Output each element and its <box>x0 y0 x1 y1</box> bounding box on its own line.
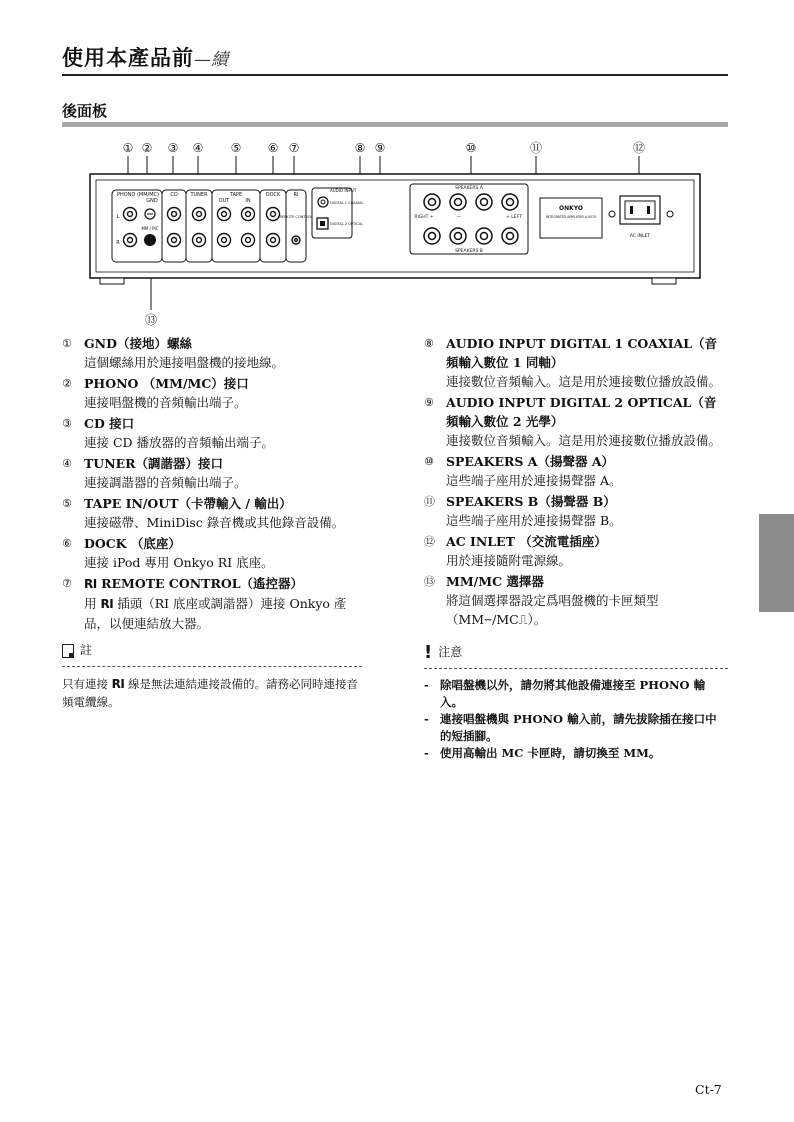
item-description <box>84 594 362 633</box>
ri-icon: RI <box>84 577 97 591</box>
divider <box>62 666 362 667</box>
item-title: DOCK （底座） <box>84 536 181 551</box>
item-number: ① <box>62 337 72 350</box>
callout-5: ⑤ <box>230 141 242 155</box>
item-number: ⑬ <box>424 575 435 588</box>
list-item <box>424 393 728 450</box>
label-remote-control: REMOTE CONTROL <box>279 215 313 219</box>
callout-12: ⑫ <box>632 141 646 155</box>
label-tape: TAPE <box>229 192 243 198</box>
brand-logo: ONKYO <box>558 205 584 212</box>
note-icon <box>62 644 74 658</box>
item-description: 連接數位音頻輸入。這是用於連接數位播放設備。 <box>446 374 722 389</box>
left-column <box>62 334 362 711</box>
list-item <box>424 452 728 490</box>
item-title: AUDIO INPUT DIGITAL 2 OPTICAL（音頻輸入數位 2 光學） <box>446 395 717 429</box>
caution-heading <box>424 643 728 662</box>
section-title: 後面板 <box>62 102 108 120</box>
item-number: ③ <box>62 417 72 430</box>
label-phono: PHONO (MM/MC) <box>117 192 159 198</box>
desc-post: 插頭（RI 底座或調諧器）連接 Onkyo 產品，以便連結放大器。 <box>84 596 347 631</box>
callout-3: ③ <box>167 141 179 155</box>
callout-7: ⑦ <box>288 141 300 155</box>
list-item <box>62 454 362 492</box>
item-description: 將這個選擇器設定爲唱盤機的卡匣類型（MM⏖/MC⎍）。 <box>446 593 659 627</box>
item-number: ⑧ <box>424 337 434 350</box>
caution-label: 注意 <box>438 645 463 659</box>
desc-pre: 用 <box>84 596 97 611</box>
caution-item: - 連接唱盤機與 PHONO 輸入前，請先拔除插在接口中的短插腳。 <box>424 711 728 745</box>
item-title-text: REMOTE CONTROL（遙控器） <box>101 576 304 591</box>
item-description: 連接唱盤機的音頻輸出端子。 <box>84 395 247 410</box>
label-digital-coaxial: DIGITAL 1 COAXIAL <box>330 201 364 205</box>
rear-panel-diagram <box>62 134 728 330</box>
list-item <box>62 494 362 532</box>
item-description: 連接 CD 播放器的音頻輸出端子。 <box>84 435 275 450</box>
label-left-plus: + LEFT <box>506 215 522 220</box>
item-number: ④ <box>62 457 72 470</box>
item-title: SPEAKERS A（揚聲器 A） <box>446 454 615 469</box>
label-gnd: GND <box>146 198 158 204</box>
list-item <box>62 414 362 452</box>
label-digital-optical: DIGITAL 2 OPTICAL <box>330 222 363 226</box>
item-title: AUDIO INPUT DIGITAL 1 COAXIAL（音頻輸入數位 1 同軸） <box>446 336 718 370</box>
item-title: GND（接地）螺絲 <box>84 336 192 351</box>
label-right-plus: RIGHT + <box>414 215 434 220</box>
note-text-pre: 只有連接 <box>62 677 108 691</box>
item-description: 用於連接隨附電源線。 <box>446 553 572 568</box>
item-description: 這些端子座用於連接揚聲器 A。 <box>446 473 622 488</box>
side-tab <box>759 514 794 612</box>
label-dock: DOCK <box>265 192 281 198</box>
caution-item: - 除唱盤機以外，請勿將其他設備連接至 PHONO 輸入。 <box>424 677 728 711</box>
note-heading <box>62 641 362 660</box>
callout-6: ⑥ <box>267 141 279 155</box>
label-cd: CD <box>170 192 178 198</box>
callout-2: ② <box>141 141 153 155</box>
item-description: 這個螺絲用於連接唱盤機的接地線。 <box>84 355 285 370</box>
model-line: INTEGRATED AMPLIFIER A-9070 <box>545 215 597 219</box>
callout-13: ⑬ <box>144 313 158 327</box>
label-ri: RI <box>293 192 299 198</box>
page-number: Ct-7 <box>695 1082 722 1097</box>
list-item <box>424 492 728 530</box>
callout-10: ⑩ <box>465 141 477 155</box>
item-number: ② <box>62 377 72 390</box>
item-description: 連接數位音頻輸入。這是用於連接數位播放設備。 <box>446 433 722 448</box>
section-heading <box>62 100 728 127</box>
item-title: PHONO （MM/MC）接口 <box>84 376 249 391</box>
item-title: TAPE IN/OUT（卡帶輸入 / 輸出） <box>84 496 292 511</box>
page-title: 使用本產品前 <box>62 46 194 70</box>
label-speakers-b: SPEAKERS B <box>455 249 483 254</box>
item-number: ⑫ <box>424 535 435 548</box>
label-tuner: TUNER <box>190 192 208 198</box>
divider <box>424 668 728 669</box>
exclamation-icon: ! <box>424 641 433 663</box>
label-ac-inlet: AC INLET <box>629 234 651 239</box>
label-speakers-a: SPEAKERS A <box>455 186 483 191</box>
item-description: 這些端子座用於連接揚聲器 B。 <box>446 513 622 528</box>
list-item <box>62 374 362 412</box>
coaxial-jack <box>318 197 328 207</box>
item-title <box>84 574 362 594</box>
item-title: MM/MC 選擇器 <box>446 574 544 589</box>
label-tape-out: OUT <box>218 198 230 204</box>
label-ch-l: L <box>116 214 120 220</box>
list-item <box>62 534 362 572</box>
optical-jack <box>317 218 328 229</box>
list-item <box>424 532 728 570</box>
caution-item: - 使用高輸出 MC 卡匣時，請切換至 MM。 <box>424 745 728 762</box>
ri-icon: RI <box>111 677 125 691</box>
callout-11: ⑪ <box>529 141 543 155</box>
note-label: 註 <box>80 643 93 657</box>
item-title: CD 接口 <box>84 416 135 431</box>
item-number: ⑦ <box>62 577 72 590</box>
item-description: 連接磁帶、MiniDisc 錄音機或其他錄音設備。 <box>84 515 345 530</box>
gnd-screw <box>145 209 155 219</box>
list-item <box>62 334 362 372</box>
page-subtitle: —續 <box>194 50 228 70</box>
item-description: 連接調諧器的音頻輸出端子。 <box>84 475 247 490</box>
item-description: 連接 iPod 專用 Onkyo RI 底座。 <box>84 555 274 570</box>
label-ch-r: R <box>116 240 120 246</box>
list-item <box>424 334 728 391</box>
note-text <box>62 675 362 711</box>
label-minus: — <box>456 215 462 220</box>
callout-4: ④ <box>192 141 204 155</box>
label-audio-input: AUDIO INPUT <box>330 188 357 193</box>
item-title: SPEAKERS B（揚聲器 B） <box>446 494 616 509</box>
item-number: ⑤ <box>62 497 72 510</box>
callout-1: ① <box>122 141 134 155</box>
item-title: TUNER（調諧器）接口 <box>84 456 224 471</box>
item-number: ⑥ <box>62 537 72 550</box>
list-item-remote-control <box>62 574 362 633</box>
right-column <box>424 334 728 762</box>
item-title: AC INLET （交流電插座） <box>446 534 607 549</box>
callout-9: ⑨ <box>374 141 386 155</box>
label-tape-in: IN <box>245 198 251 204</box>
page-header <box>62 42 728 76</box>
note-text-post: 線是無法連結連接設備的。請務必同時連接音頻電纜線。 <box>62 677 359 709</box>
mm-mc-selector <box>144 234 156 246</box>
item-number: ⑪ <box>424 495 435 508</box>
item-number: ⑨ <box>424 396 434 409</box>
label-mm-mc: MM / MC <box>141 226 159 231</box>
ri-icon: RI <box>100 597 114 611</box>
list-item <box>424 572 728 629</box>
item-number: ⑩ <box>424 455 434 468</box>
callout-8: ⑧ <box>354 141 366 155</box>
